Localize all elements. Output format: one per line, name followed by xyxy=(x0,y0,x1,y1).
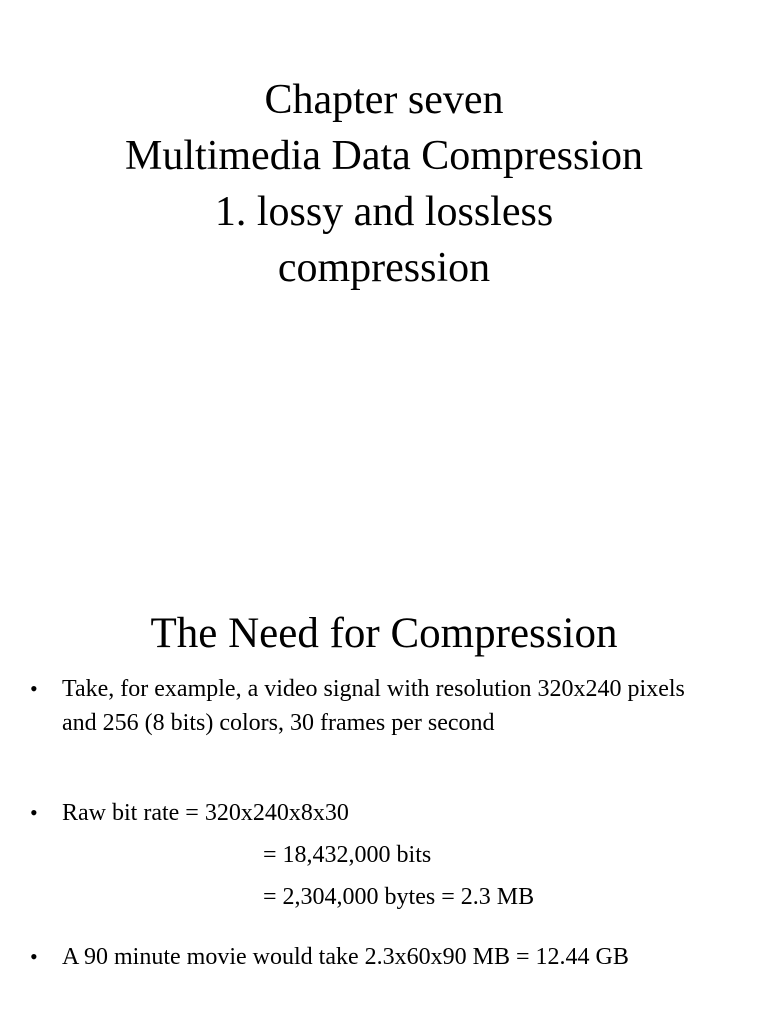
title-line-section-cont: compression xyxy=(277,245,491,291)
bullet-marker: • xyxy=(30,944,38,969)
bullet-text: Raw bit rate = 320x240x8x30 xyxy=(62,800,349,826)
bullet-text: Take, for example, a video signal with resolution 320x240 pixels and 256 (8 bits) colors, 30 frames per second xyxy=(62,676,685,736)
bullet-text: A 90 minute movie would take 2.3x60x90 MB = 12.44 GB xyxy=(62,944,629,970)
title-line-section: 1. lossy and lossless xyxy=(214,189,554,235)
title-line-topic: Multimedia Data Compression xyxy=(125,133,643,179)
calc-line: = 2,304,000 bytes = 2.3 MB xyxy=(263,884,535,910)
bullet-marker: • xyxy=(30,800,38,825)
title-line-chapter: Chapter seven xyxy=(264,77,504,123)
slide-title xyxy=(0,72,768,296)
slide-heading: The Need for Compression xyxy=(150,610,618,657)
calc-line: = 18,432,000 bits xyxy=(263,842,432,868)
content-slide xyxy=(0,560,768,1024)
bullet-marker: • xyxy=(30,676,38,701)
